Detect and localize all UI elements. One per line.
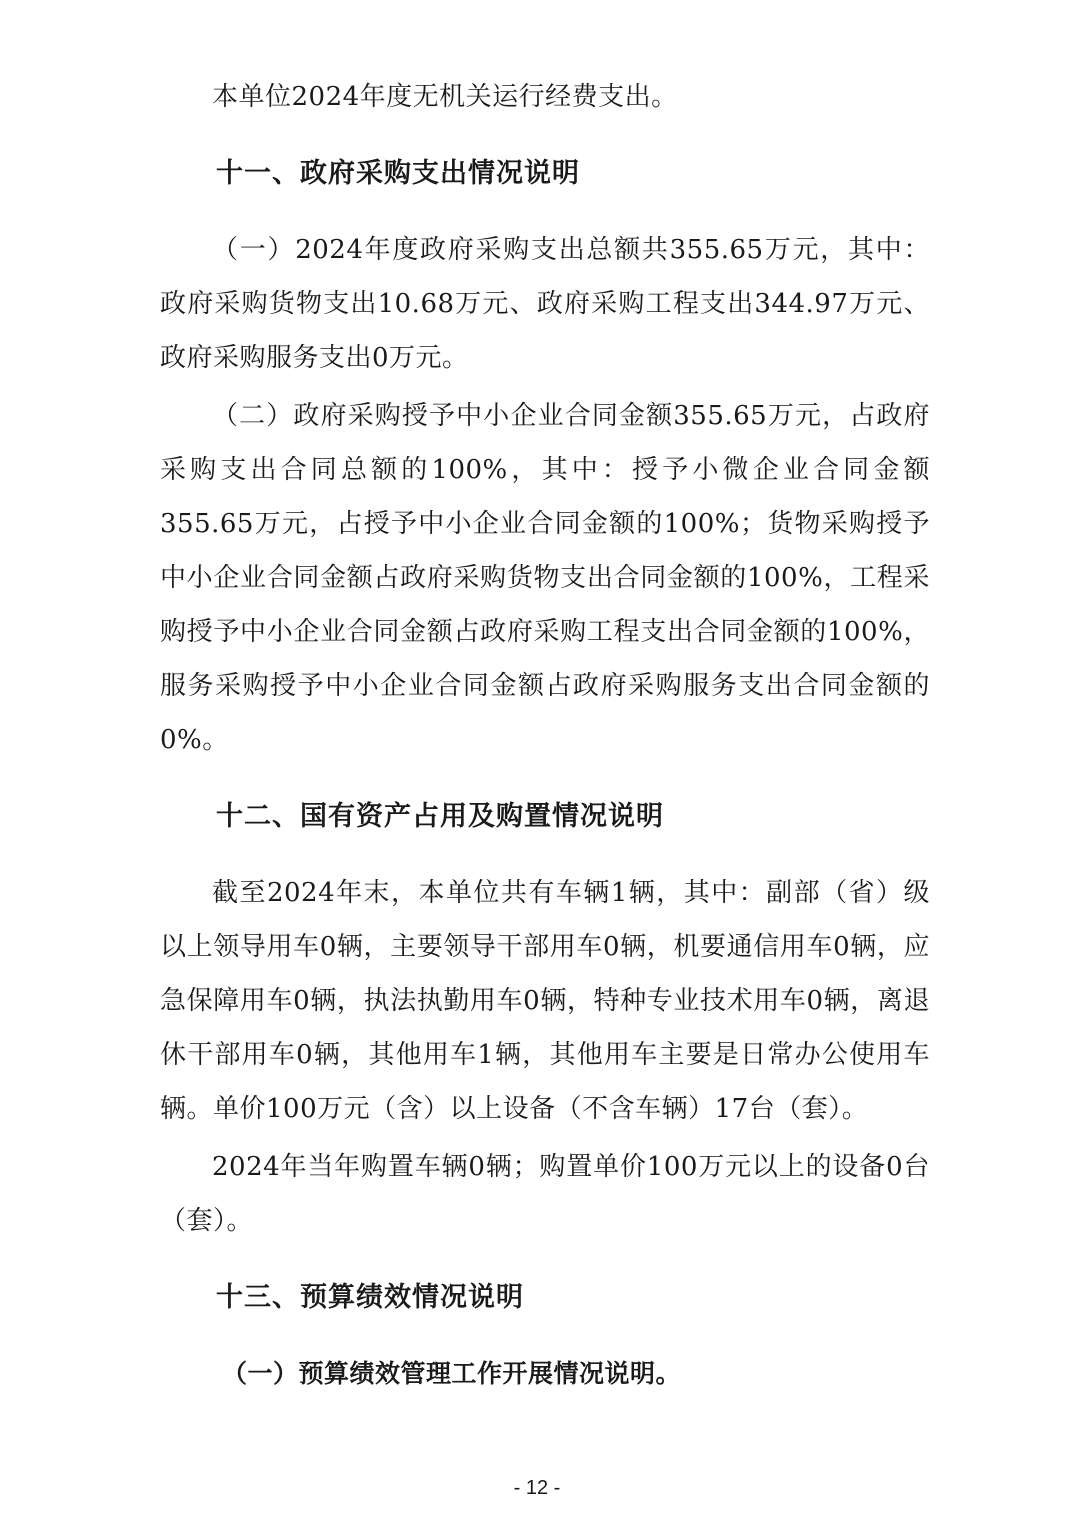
section-heading-12: 十二、国有资产占用及购置情况说明	[216, 801, 664, 832]
paragraph-no-operating-expense: 本单位2024年度无机关运行经费支出。	[212, 82, 678, 112]
paragraph-vehicles: 截至2024年末，本单位共有车辆1辆，其中：副部（省）级以上领导用车0辆，主要领导干部用车0辆，机要通信用车0辆，应急保障用车0辆，执法执勤用车0辆，特种专业技术用车0辆，离退休干部用车0辆，其他用车1辆，其他用车主要是日常办公使用车辆。单价100万元（含）以上设备（不含车辆）17台（套）。	[160, 878, 930, 1124]
section-heading-11: 十一、政府采购支出情况说明	[216, 158, 580, 189]
subheading-performance-management: （一）预算绩效管理工作开展情况说明。	[222, 1359, 682, 1388]
paragraph-purchases: 2024年当年购置车辆0辆；购置单价100万元以上的设备0台（套）。	[160, 1152, 930, 1236]
section-heading-13: 十三、预算绩效情况说明	[216, 1282, 524, 1313]
paragraph-procurement-sme: （二）政府采购授予中小企业合同金额355.65万元，占政府采购支出合同总额的100%，其中：授予小微企业合同金额355.65万元，占授予中小企业合同金额的100%；货物采购授予中小企业合同金额占政府采购货物支出合同金额的100%，工程采购授予中小企业合同金额占政府采购工程支出合同金额的100%，服务采购授予中小企业合同金额占政府采购服务支出合同金额的0%。	[160, 401, 930, 755]
document-body	[160, 70, 930, 1401]
paragraph-procurement-total: （一）2024年度政府采购支出总额共355.65万元，其中：政府采购货物支出10.68万元、政府采购工程支出344.97万元、政府采购服务支出0万元。	[160, 235, 930, 373]
page-number: - 12 -	[513, 1477, 561, 1499]
